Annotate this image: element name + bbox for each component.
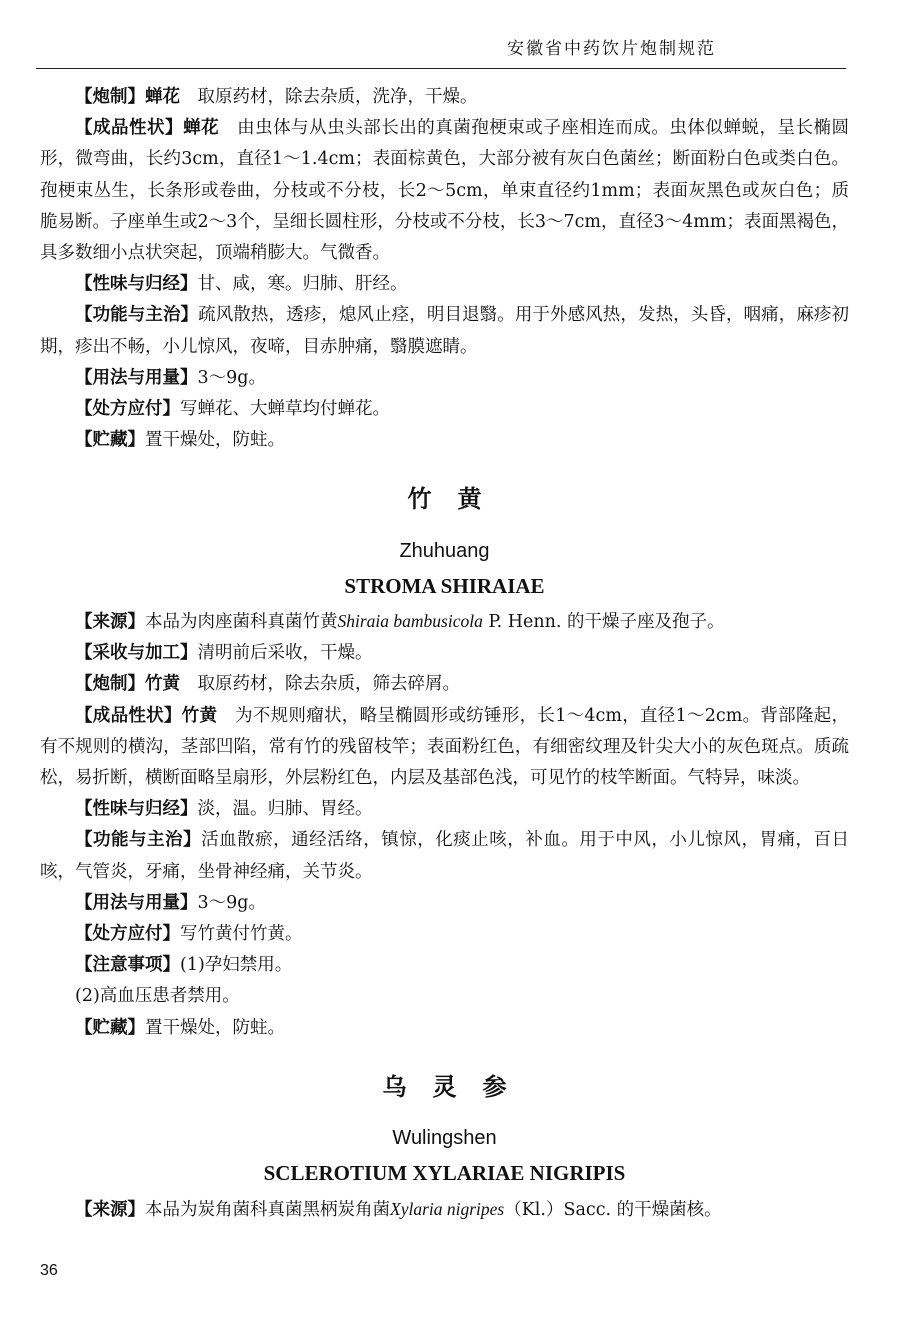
zhuhuang-zhucang: 【贮藏】置干燥处，防蛀。 [75, 1017, 285, 1038]
zhuhuang-chufang: 【处方应付】写竹黄付竹黄。 [75, 924, 303, 945]
chanhua-gongneng: 【功能与主治】疏风散热，透疹，熄风止痉，明目退翳。用于外感风热，发热，头昏，咽痛，麻疹初期，疹出不畅，小儿惊风，夜啼，目赤肿痛，翳膜遮睛。 [40, 305, 850, 357]
latin-title-zhuhuang: STROMA SHIRAIAE [344, 573, 545, 598]
zhuhuang-zhuyi-2: (2)高血压患者禁用。 [75, 986, 240, 1007]
page-content [40, 82, 849, 1226]
running-title: 安徽省中药饮片炮制规范 [507, 39, 716, 59]
zhuhuang-paozhi: 【炮制】竹黄 取原药材，除去杂质，筛去碎屑。 [75, 674, 460, 695]
pinyin-wulingshen: Wulingshen [392, 1127, 497, 1150]
section-title-wulingshen: 乌灵参 [382, 1072, 533, 1101]
zhuhuang-caishou: 【采收与加工】清明前后采收，干燥。 [75, 643, 373, 664]
zhuhuang-xingzhuang: 【成品性状】竹黄 为不规则瘤状，略呈椭圆形或纺锤形，长1～4cm，直径1～2cm。背部隆起，有不规则的横沟，茎部凹陷，常有竹的残留枝竿；表面粉红色，有细密纹理及针尖大小的灰色斑点。质疏松，易折断，横断面略呈扇形，外层粉红色，内层及基部色浅，可见竹的枝竿断面。气特异，味淡。 [40, 705, 850, 789]
chanhua-xingwei: 【性味与归经】甘、咸，寒。归肺、肝经。 [75, 274, 408, 295]
page-header [36, 28, 846, 69]
chanhua-xingzhuang: 【成品性状】蝉花 由虫体与从虫头部长出的真菌孢梗束或子座相连而成。虫体似蝉蜕，呈长椭圆形，微弯曲，长约3cm，直径1～1.4cm；表面棕黄色，大部分被有灰白色菌丝；断面粉白色或类白色。孢梗束丛生，长条形或卷曲，分枝或不分枝，长2～5cm，单束直径约1mm；表面灰黑色或灰白色；质脆易断。子座单生或2～3个，呈细长圆柱形，分枝或不分枝，长3～7cm，直径3～4mm；表面黑褐色，具多数细小点状突起，顶端稍膨大。气微香。 [40, 118, 850, 264]
zhuhuang-gongneng: 【功能与主治】活血散瘀，通经活络，镇惊，化痰止咳，补血。用于中风，小儿惊风，胃痛，百日咳，气管炎，牙痛，坐骨神经痛，关节炎。 [40, 830, 850, 882]
chanhua-zhucang: 【贮藏】置干燥处，防蛀。 [75, 430, 285, 451]
latin-title-wulingshen: SCLEROTIUM XYLARIAE NIGRIPIS [263, 1161, 626, 1186]
chanhua-yongfa: 【用法与用量】3～9g。 [75, 367, 266, 388]
zhuhuang-zhuyi: 【注意事项】(1)孕妇禁用。 [75, 955, 293, 976]
chanhua-chufang: 【处方应付】写蝉花、大蝉草均付蝉花。 [75, 399, 390, 420]
page-number: 36 [40, 1262, 58, 1279]
zhuhuang-yongfa: 【用法与用量】3～9g。 [75, 892, 266, 913]
pinyin-zhuhuang: Zhuhuang [399, 539, 490, 562]
section-title-zhuhuang: 竹黄 [407, 485, 508, 514]
zhuhuang-laiyuan: 【来源】本品为肉座菌科真菌竹黄Shiraia bambusicola P. Henn. 的干燥子座及孢子。 [75, 611, 725, 633]
wulingshen-laiyuan: 【来源】本品为炭角菌科真菌黑柄炭角菌Xylaria nigripes（Kl.）Sacc. 的干燥菌核。 [75, 1198, 722, 1220]
zhuhuang-xingwei: 【性味与归经】淡，温。归肺、胃经。 [75, 799, 373, 820]
chanhua-paozhi: 【炮制】蝉花 取原药材，除去杂质，洗净，干燥。 [75, 87, 478, 107]
